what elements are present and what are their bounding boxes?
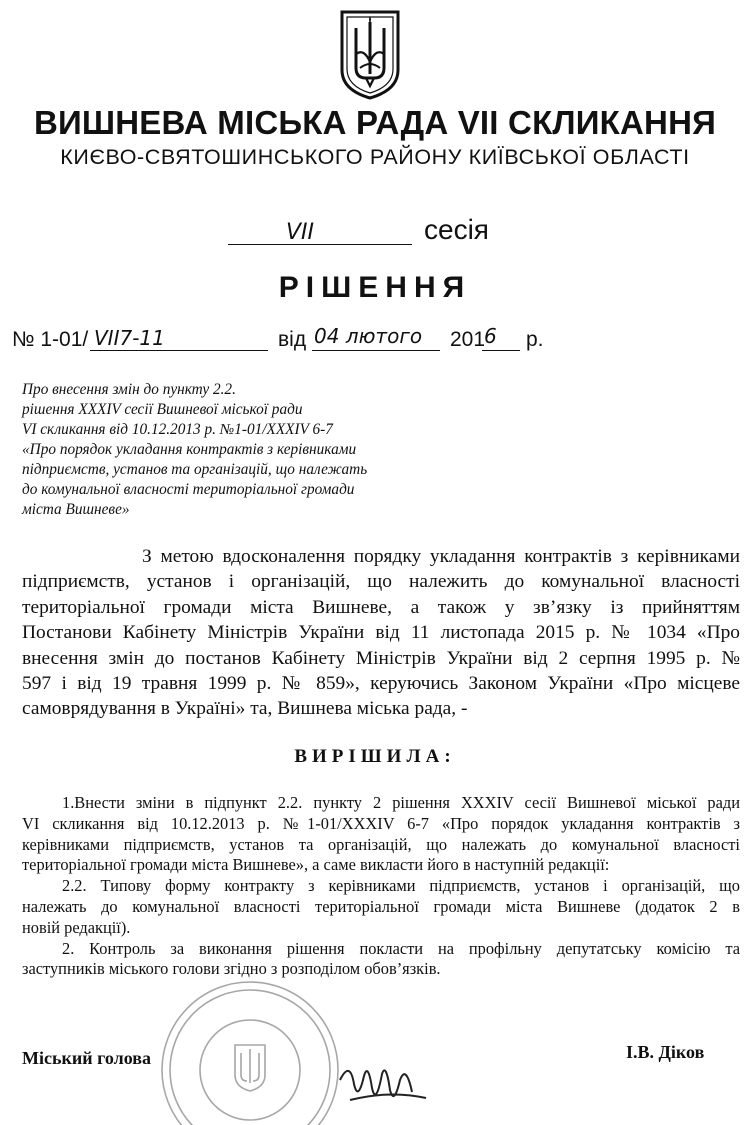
- subject-line: міста Вишневе»: [22, 501, 130, 518]
- preamble-line: Постанови Кабінету Міністрів України від 11 листопада 2015 р. № 1034 «Про: [22, 622, 740, 644]
- preamble-paragraph: [22, 544, 740, 722]
- body-line: 2. Контроль за виконання рішення покласти на профільну депутатську комісію та: [62, 938, 740, 958]
- body-line: 1.Внести зміни в підпункт 2.2. пункту 2 рішення XXXIV сесії Вишневої міської ради: [62, 793, 740, 812]
- handwritten-signature-icon: [330, 1040, 450, 1110]
- preamble-line: З метою вдосконалення порядку укладання контрактів з керівниками: [142, 546, 740, 567]
- council-title: ВИШНЕВА МІСЬКА РАДА VII СКЛИКАННЯ: [33, 104, 717, 141]
- subject-line: до комунальної власності територіальної громади: [22, 481, 355, 498]
- session-blank: [228, 216, 412, 245]
- subject-line: рішення XXXIV сесії Вишневої міської ради: [22, 401, 303, 418]
- subject-line: «Про порядок укладання контрактів з керівниками: [22, 441, 357, 458]
- signatory-name: І.В. Діков: [626, 1042, 705, 1062]
- body-line: належать до комунальної власності територіальної громади міста Вишневе (додаток 2 в: [22, 896, 740, 916]
- body-line: територіальної громади міста Вишневе», а саме викласти його в наступній редакції:: [22, 855, 610, 875]
- decision-subject: [22, 380, 482, 520]
- subject-line: Про внесення змін до пункту 2.2.: [22, 381, 236, 398]
- official-seal-icon: [150, 975, 350, 1125]
- body-line: керівниками підприємств, установ та організацій, що належать до комунальної власності: [22, 834, 740, 854]
- resolved-title: ВИРІШИЛА:: [294, 746, 456, 767]
- decision-reference: [12, 322, 732, 358]
- body-line: новій редакції).: [22, 917, 131, 937]
- number-prefix: № 1-01/: [12, 328, 89, 351]
- preamble-line: підприємств, установ і організацій, що належить до комунальної власності: [22, 571, 740, 593]
- body-line: VI скликання від 10.12.2013 р. №1-01/XXXIV 6-7 «Про порядок укладання контрактів з: [22, 813, 740, 833]
- year-digit: 6: [484, 324, 497, 348]
- district-subtitle: КИЄВО-СВЯТОШИНСЬКОГО РАЙОНУ КИЇВСЬКОЇ ОБЛАСТІ: [60, 145, 690, 169]
- preamble-line: самоврядування в Україні» та, Вишнева міська рада, -: [22, 698, 468, 720]
- year-suffix: р.: [526, 328, 544, 351]
- decision-title: РІШЕННЯ: [278, 271, 472, 304]
- decision-number: VII7-11: [94, 326, 165, 350]
- trident-icon: [338, 8, 402, 100]
- preamble-line: територіальної громади міста Вишневе, а також у зв’язку із прийняттям: [22, 596, 740, 618]
- preamble-line: 597 і від 19 травня 1999 р. № 859», керуючись Законом України «Про місцеве: [22, 673, 740, 695]
- subject-line: VI скликання від 10.12.2013 р. №1-01/XXXIV 6-7: [22, 421, 333, 438]
- preamble-line: внесення змін до постанов Кабінету Міністрів України від 2 серпня 1995 р. №: [22, 647, 740, 669]
- session-label: сесія: [424, 214, 489, 245]
- body-line: заступників міського голови згідно з розподілом обов’язків.: [22, 959, 441, 979]
- date-label: від: [278, 328, 307, 351]
- session-number: VII: [286, 220, 315, 245]
- subject-line: підприємств, установ та організацій, що належать: [22, 461, 368, 478]
- resolution-body: [22, 793, 740, 980]
- year-prefix: 201: [450, 328, 486, 351]
- body-line: 2.2. Типову форму контракту з керівниками підприємств, установ і організацій, що: [62, 876, 740, 896]
- signatory-title: Міський голова: [22, 1048, 151, 1068]
- decision-date: 04 лютого: [314, 324, 423, 348]
